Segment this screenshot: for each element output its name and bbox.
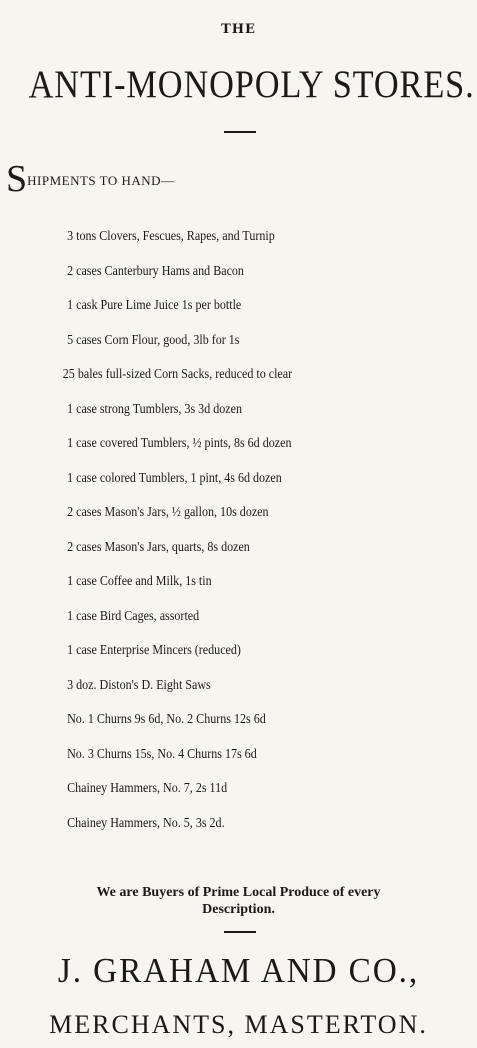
list-item: 1 case Enterprise Mincers (reduced) bbox=[67, 643, 241, 658]
list-item: 1 case colored Tumblers, 1 pint, 4s 6d dozen bbox=[67, 470, 282, 486]
item-list bbox=[0, 220, 477, 841]
list-item: 1 case Coffee and Milk, 1s tin bbox=[67, 574, 212, 589]
store-name-headline: ANTI-MONOPOLY STORES. bbox=[28, 63, 475, 106]
buyers-line-1: We are Buyers of Prime Local Produce of every bbox=[96, 885, 381, 900]
list-item: No. 3 Churns 15s, No. 4 Churns 17s 6d bbox=[67, 746, 257, 762]
list-item: 2 cases Mason's Jars, quarts, 8s dozen bbox=[67, 539, 250, 555]
list-item: 25 bales full-sized Corn Sacks, reduced to clear bbox=[62, 367, 293, 382]
buyers-notice bbox=[0, 884, 477, 918]
list-item: Chainey Hammers, No. 7, 2s 11d bbox=[67, 781, 228, 796]
header-the: THE bbox=[221, 22, 256, 37]
list-item: 5 cases Corn Flour, good, 3lb for 1s bbox=[67, 332, 240, 348]
list-item: 1 case covered Tumblers, ½ pints, 8s 6d dozen bbox=[67, 436, 292, 451]
firm-name: J. GRAHAM AND CO., bbox=[57, 951, 420, 990]
shipments-heading-text: HIPMENTS TO HAND— bbox=[27, 173, 175, 188]
list-item: 3 doz. Diston's D. Eight Saws bbox=[67, 677, 211, 693]
firm-location: MERCHANTS, MASTERTON. bbox=[49, 1010, 428, 1039]
buyers-line-2: Description. bbox=[202, 902, 275, 917]
divider-rule-top bbox=[224, 131, 256, 133]
list-item: No. 1 Churns 9s 6d, No. 2 Churns 12s 6d bbox=[67, 712, 266, 727]
list-item: 1 case strong Tumblers, 3s 3d dozen bbox=[67, 401, 242, 417]
list-item: 2 cases Canterbury Hams and Bacon bbox=[67, 263, 244, 279]
list-item: 3 tons Clovers, Fescues, Rapes, and Turnip bbox=[67, 229, 275, 244]
divider-rule-bottom bbox=[224, 931, 256, 933]
list-item: 1 case Bird Cages, assorted bbox=[67, 608, 200, 624]
list-item: 2 cases Mason's Jars, ½ gallon, 10s dozen bbox=[67, 505, 269, 520]
drop-cap: S bbox=[6, 158, 28, 200]
list-item: 1 cask Pure Lime Juice 1s per bottle bbox=[67, 298, 242, 313]
shipments-heading bbox=[6, 158, 175, 200]
list-item: Chainey Hammers, No. 5, 3s 2d. bbox=[67, 815, 225, 831]
